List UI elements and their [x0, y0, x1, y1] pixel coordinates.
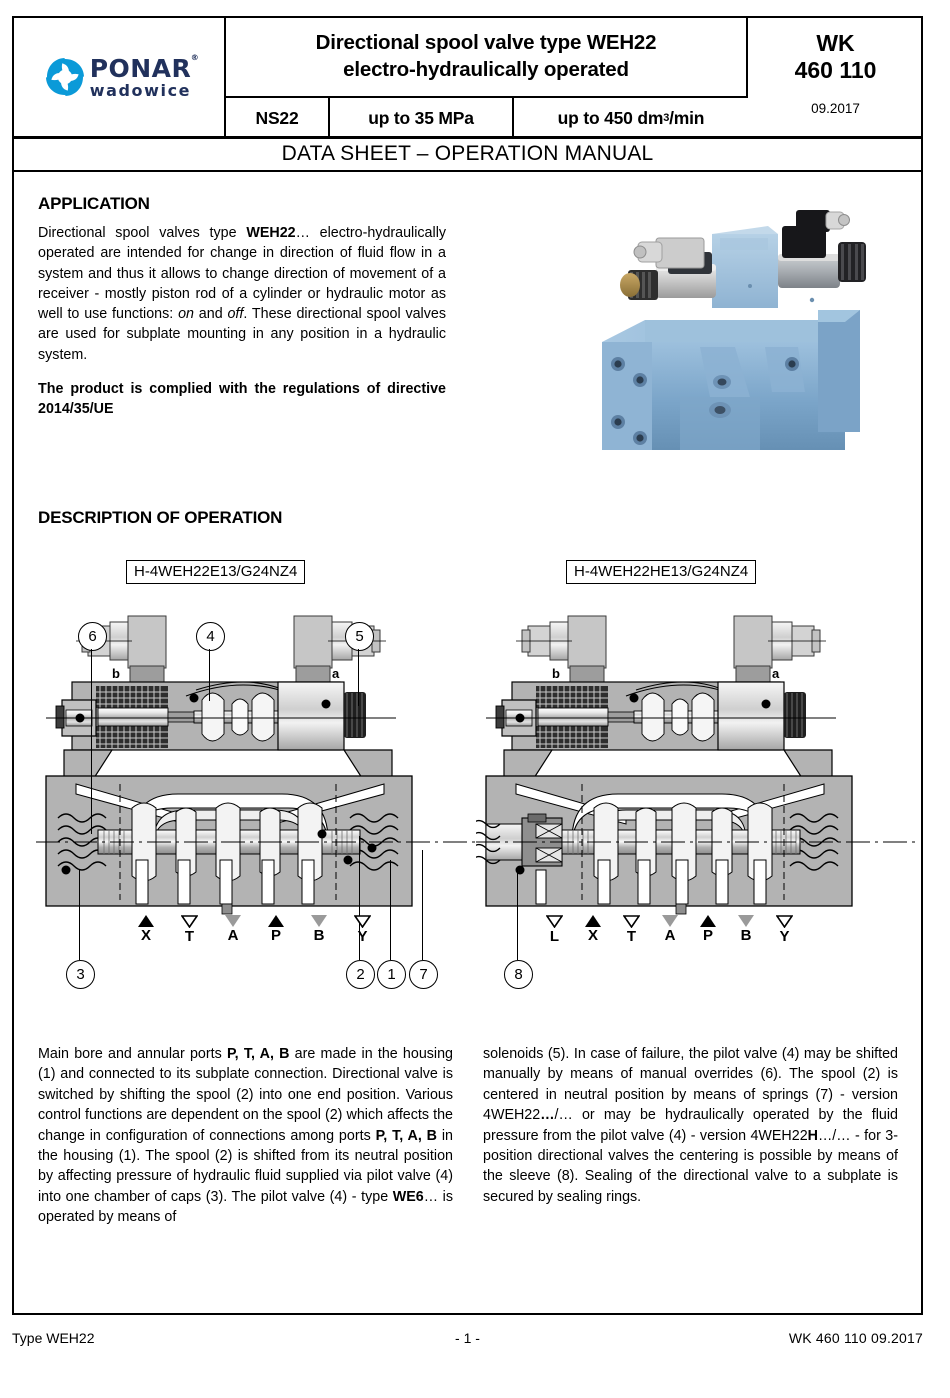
ports-right	[546, 915, 793, 945]
description-column-left: Main bore and annular ports P, T, A, B are made in the housing (1) and connected to its subplate connection. Directional valve is switched by shifting the spool (2) into one end position. Various control functions are dependent on the spool (2) which affects the change in configuration of connections among ports P, T, A, B in the housing (1). The spool (2) is shifted from its neutral position by affecting pressure of hydraulic fluid supplied via pilot valve (4) into one chamber of caps (3). The pilot valve (4) - type WE6… is operated by means of	[38, 1046, 454, 1226]
port-marker-down-gray	[738, 915, 754, 927]
footer-doc-code: WK 460 110 09.2017	[788, 1330, 923, 1346]
port-marker-up-filled	[585, 915, 601, 927]
port-marker-down-gray	[662, 915, 678, 927]
description-columns	[38, 1044, 898, 1228]
application-section	[38, 194, 446, 420]
port-L: L	[546, 915, 563, 945]
ponar-logo	[45, 52, 200, 100]
svg-text:b: b	[112, 666, 120, 681]
product-photo	[560, 182, 920, 482]
diagram-area	[26, 560, 916, 1040]
logo-wordmark	[89, 52, 200, 100]
port-marker-down-hollow	[354, 915, 371, 928]
port-X: X	[138, 915, 154, 945]
ponar-swirl-icon	[45, 57, 85, 97]
spec-pressure: up to 35 MPa	[330, 98, 514, 138]
port-Y: Y	[354, 915, 371, 945]
port-marker-down-gray	[311, 915, 327, 927]
logo-cell	[12, 16, 226, 138]
callout-line-4	[209, 649, 210, 701]
spec-flow: up to 450 dm 3 /min	[557, 107, 705, 128]
callout-4: 4	[196, 622, 225, 651]
footer-page-number: - 1 -	[455, 1330, 480, 1346]
port-marker-down-hollow	[776, 915, 793, 928]
title-line-1: Directional spool valve type WEH22	[315, 31, 657, 54]
callout-6: 6	[78, 622, 107, 651]
logo-sub: wadowice	[89, 80, 192, 100]
callout-line-6	[91, 649, 92, 834]
title-line-2: electro-hydraulically operated	[343, 58, 629, 81]
port-B: B	[738, 915, 754, 945]
port-marker-down-hollow	[181, 915, 198, 928]
callout-3: 3	[66, 960, 95, 989]
callout-line-8	[517, 870, 518, 960]
application-paragraph-1: Directional spool valves type WEH22… electro-hydraulically operated are intended for change in direction of fluid flow in a system and thus it allows to change direction of movement of a receiver - mostly piston rod of a cylinder or hydraulic motor as well to use functions: on and off. These directional spool valves are used for subplate mounting in any position in a hydraulic system.	[38, 225, 447, 363]
callout-line-5	[358, 649, 359, 706]
ports-left	[138, 915, 371, 945]
svg-text:a: a	[772, 666, 780, 681]
content-area	[12, 172, 923, 1315]
callout-line-7	[422, 850, 423, 960]
callout-line-3	[79, 870, 80, 960]
port-marker-up-filled	[138, 915, 154, 927]
port-T: T	[181, 915, 198, 945]
callout-5: 5	[345, 622, 374, 651]
application-heading: APPLICATION	[38, 194, 150, 213]
document-title	[226, 16, 748, 98]
port-marker-up-filled	[268, 915, 284, 927]
svg-text:a: a	[332, 666, 340, 681]
diagram-right-label: H-4WEH22HE13/G24NZ4	[566, 560, 756, 584]
port-P: P	[700, 915, 716, 945]
port-A: A	[225, 915, 241, 945]
callout-8: 8	[504, 960, 533, 989]
logo-brand: PONAR ®	[89, 52, 200, 83]
port-Y: Y	[776, 915, 793, 945]
page-footer	[12, 1330, 923, 1346]
port-marker-down-hollow	[546, 915, 563, 928]
application-paragraph-2: The product is complied with the regulations of directive 2014/35/UE	[38, 381, 446, 418]
spec-size: NS22	[226, 98, 330, 138]
doc-date: 09.2017	[811, 101, 860, 116]
diagram-left-label: H-4WEH22E13/G24NZ4	[126, 560, 305, 584]
port-T: T	[623, 915, 640, 945]
doc-code: WK 460 110	[794, 30, 877, 83]
footer-type: Type WEH22	[12, 1330, 95, 1346]
callout-1: 1	[377, 960, 406, 989]
header	[12, 16, 923, 138]
port-B: B	[311, 915, 327, 945]
callout-line-1	[390, 860, 391, 960]
description-heading: DESCRIPTION OF OPERATION	[38, 508, 283, 527]
svg-text:b: b	[552, 666, 560, 681]
doc-code-cell	[748, 16, 923, 138]
port-marker-down-gray	[225, 915, 241, 927]
port-marker-up-filled	[700, 915, 716, 927]
callout-7: 7	[409, 960, 438, 989]
description-column-right: solenoids (5). In case of failure, the pilot valve (4) may be shifted manually by means of manual overrides (6). The spool (2) is centered in neutral position by means of springs (7) - version 4WEH22…/… or may be hydraulically operated by the fluid pressure from the pilot valve (4) - version 4WEH22H…/… - for 3-position directional valves the centering is possible by means of the sleeve (8). Sealing of the directional valve to a subplate is secured by sealing rings.	[483, 1046, 898, 1205]
callout-2: 2	[346, 960, 375, 989]
port-X: X	[585, 915, 601, 945]
port-P: P	[268, 915, 284, 945]
data-sheet-banner: DATA SHEET – OPERATION MANUAL	[12, 138, 923, 172]
spec-row	[226, 98, 748, 138]
port-A: A	[662, 915, 678, 945]
registered-trademark-icon: ®	[190, 52, 200, 62]
port-marker-down-hollow	[623, 915, 640, 928]
